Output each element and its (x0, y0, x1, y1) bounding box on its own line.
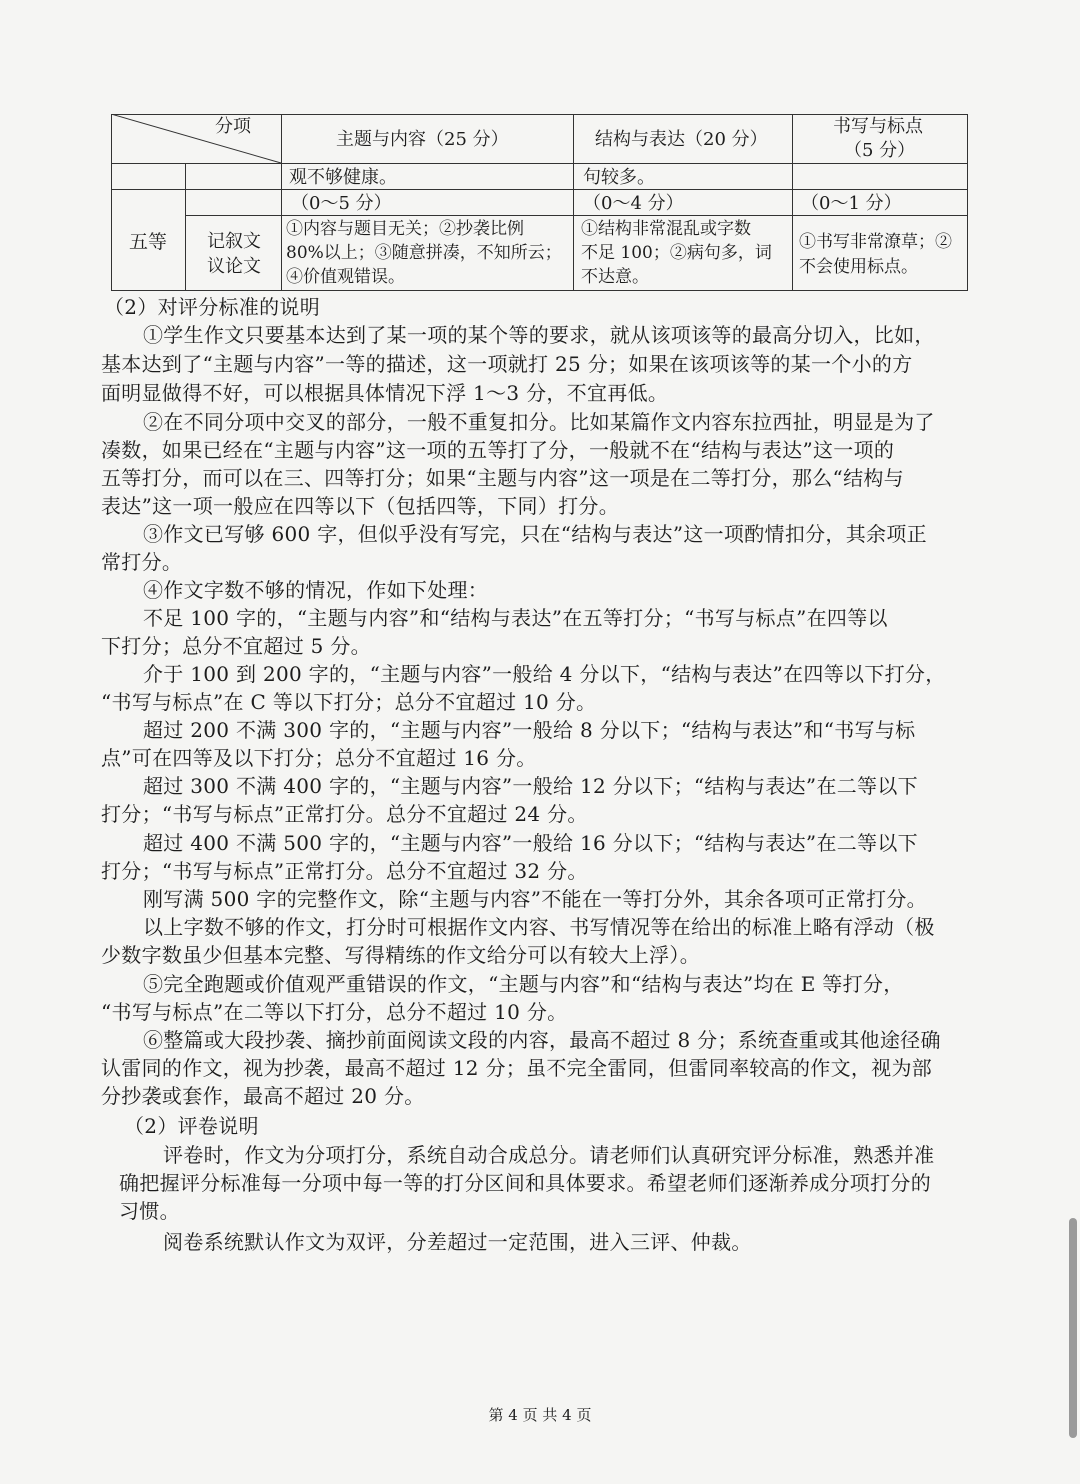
header-diagonal (111, 114, 282, 164)
paragraph-line: 不足 100 字的，“主题与内容”和“结构与表达”在五等打分；“书写与标点”在四等以 (143, 606, 888, 630)
score-range-structure: （0～4 分） (583, 193, 684, 214)
genre-line-1: 记叙文 (207, 231, 261, 252)
page-footer: 第 4 页 共 4 页 (488, 1406, 592, 1424)
paragraph-line: 打分；“书写与标点”正常打分。总分不宜超过 24 分。 (101, 802, 588, 826)
paragraph-line: 打分；“书写与标点”正常打分。总分不宜超过 32 分。 (101, 859, 588, 883)
paragraph-line: 以上字数不够的作文，打分时可根据作文内容、书写情况等在给出的标准上略有浮动（极 (143, 915, 935, 939)
paragraph-line: “书写与标点”在二等以下打分，总分不超过 10 分。 (101, 1000, 568, 1024)
desc-structure-line-3: 不达意。 (581, 267, 649, 287)
paragraph-line: “书写与标点”在 C 等以下打分；总分不宜超过 10 分。 (101, 690, 597, 714)
paragraph-line: 少数字数虽少但基本完整、写得精练的作文给分可以有较大上浮）。 (101, 943, 700, 967)
scoring-table (111, 114, 968, 291)
section-heading-scoring-notes: （2）对评分标准的说明 (104, 295, 321, 319)
section-heading-grading-notes: （2）评卷说明 (124, 1114, 259, 1138)
desc-theme-line-2: 80%以上；③随意拼凑，不知所云； (286, 243, 562, 263)
paragraph-line: 认雷同的作文，视为抄袭，最高不超过 12 分；虽不完全雷同，但雷同率较高的作文，视为部 (101, 1056, 933, 1080)
header-writing-punctuation-points: （5 分） (844, 140, 916, 161)
paragraph-line: 常打分。 (101, 550, 183, 574)
paragraph-line: ②在不同分项中交叉的部分，一般不重复扣分。比如某篇作文内容东拉西扯，明显是为了 (143, 410, 935, 434)
vertical-scrollbar[interactable] (1069, 1218, 1077, 1438)
desc-structure-line-2: 不足 100；②病句多，词 (581, 243, 772, 263)
header-theme-content: 主题与内容（25 分） (336, 129, 509, 150)
prev-row-structure: 句较多。 (583, 167, 655, 188)
paragraph-line: ⑤完全跑题或价值观严重错误的作文，“主题与内容”和“结构与表达”均在 E 等打分， (143, 972, 904, 996)
paragraph-line: 超过 300 不满 400 字的，“主题与内容”一般给 12 分以下；“结构与表达”在二等以下 (143, 774, 918, 798)
desc-writing-line-1: ①书写非常潦草；② (799, 232, 952, 252)
paragraph-line: 凑数，如果已经在“主题与内容”这一项的五等打了分，一般就不在“结构与表达”这一项的 (101, 438, 895, 462)
paragraph-line: 介于 100 到 200 字的，“主题与内容”一般给 4 分以下，“结构与表达”在四等以下打分， (143, 662, 946, 686)
genre-line-2: 议论文 (207, 256, 261, 277)
paragraph-line: 面明显做得不好，可以根据具体情况下浮 1～3 分，不宜再低。 (101, 381, 669, 405)
paragraph-line: 分抄袭或套作，最高不超过 20 分。 (101, 1084, 425, 1108)
paragraph-line: 表达”这一项一般应在四等以下（包括四等，下同）打分。 (101, 494, 620, 518)
paragraph-line: ⑥整篇或大段抄袭、摘抄前面阅读文段的内容，最高不超过 8 分；系统查重或其他途径确 (143, 1028, 941, 1052)
paragraph-line: 点”可在四等及以下打分；总分不宜超过 16 分。 (101, 746, 537, 770)
paragraph-line: ④作文字数不够的情况，作如下处理： (143, 578, 489, 602)
paragraph-line: 下打分；总分不宜超过 5 分。 (101, 634, 371, 658)
desc-theme-line-3: ④价值观错误。 (286, 267, 405, 287)
paragraph-line: 阅卷系统默认作文为双评，分差超过一定范围，进入三评、仲裁。 (163, 1230, 752, 1254)
paragraph-line: 基本达到了“主题与内容”一等的描述，这一项就打 25 分；如果在该项该等的某一个小的方 (101, 352, 913, 376)
corner-label: 分项 (215, 116, 251, 137)
paragraph-line: 刚写满 500 字的完整作文，除“主题与内容”不能在一等打分外，其余各项可正常打分。 (143, 887, 927, 911)
paragraph-line: ③作文已写够 600 字，但似乎没有写完，只在“结构与表达”这一项酌情扣分，其余项正 (143, 522, 927, 546)
grade-label: 五等 (129, 231, 168, 253)
paragraph-line: 五等打分，而可以在三、四等打分；如果“主题与内容”这一项是在二等打分，那么“结构与 (101, 466, 904, 490)
score-range-theme: （0～5 分） (291, 193, 392, 214)
paragraph-line: 超过 400 不满 500 字的，“主题与内容”一般给 16 分以下；“结构与表达”在二等以下 (143, 831, 918, 855)
paragraph-line: ①学生作文只要基本达到了某一项的某个等的要求，就从该项该等的最高分切入，比如， (143, 323, 935, 347)
desc-writing-line-2: 不会使用标点。 (799, 257, 918, 277)
paragraph-line: 评卷时，作文为分项打分，系统自动合成总分。请老师们认真研究评分标准，熟悉并准 (163, 1143, 935, 1167)
header-structure-expression: 结构与表达（20 分） (595, 129, 768, 150)
paragraph-line: 超过 200 不满 300 字的，“主题与内容”一般给 8 分以下；“结构与表达”和“书写与标 (143, 718, 916, 742)
desc-structure-line-1: ①结构非常混乱或字数 (581, 219, 751, 239)
prev-row-theme: 观不够健康。 (289, 167, 397, 188)
header-writing-punctuation: 书写与标点 (833, 116, 923, 137)
desc-theme-line-1: ①内容与题目无关；②抄袭比例 (286, 219, 524, 239)
paragraph-line: 习惯。 (119, 1199, 180, 1223)
score-range-writing: （0～1 分） (801, 193, 902, 214)
paragraph-line: 确把握评分标准每一分项中每一等的打分区间和具体要求。希望老师们逐渐养成分项打分的 (119, 1171, 931, 1195)
